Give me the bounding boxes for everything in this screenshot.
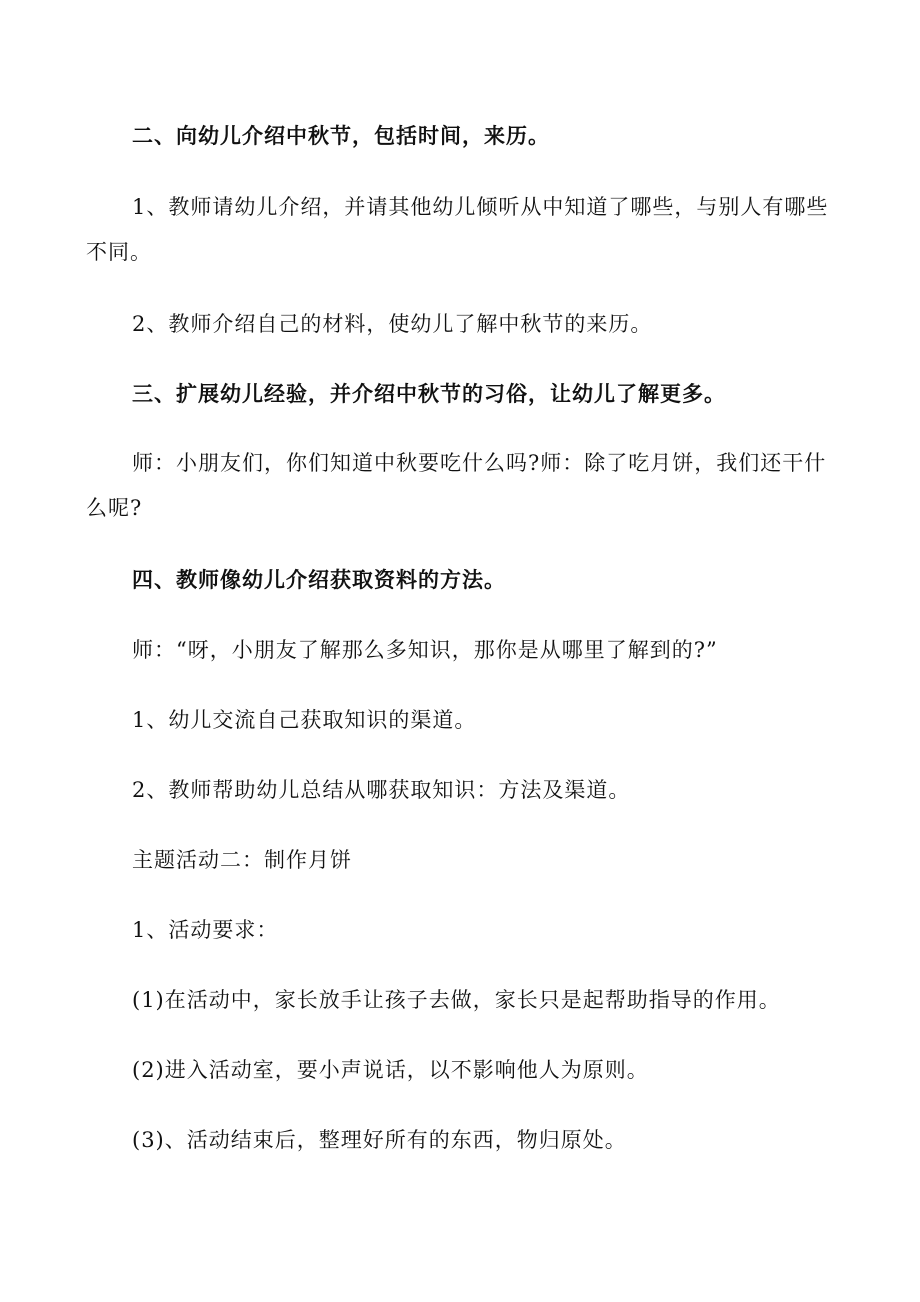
section-heading-4: 四、教师像幼儿介绍获取资料的方法。 — [132, 568, 506, 592]
paragraph-teacher-materials: 2、教师介绍自己的材料，使幼儿了解中秋节的来历。 — [132, 312, 653, 336]
section-heading-2: 二、向幼儿介绍中秋节，包括时间，来历。 — [132, 124, 550, 148]
paragraph-children-exchange: 1、幼儿交流自己获取知识的渠道。 — [132, 708, 477, 732]
paragraph-teacher-summary: 2、教师帮助幼儿总结从哪获取知识：方法及渠道。 — [132, 778, 631, 802]
paragraph-teacher-question: 师：小朋友们，你们知道中秋要吃什么吗?师：除了吃月饼，我们还干什么呢? — [86, 451, 827, 520]
paragraph-theme-activity-2: 主题活动二：制作月饼 — [132, 848, 352, 872]
paragraph-teacher-invites: 1、教师请幼儿介绍，并请其他幼儿倾听从中知道了哪些，与别人有哪些不同。 — [86, 195, 829, 264]
paragraph-activity-requirements: 1、活动要求： — [132, 918, 279, 942]
section-heading-3: 三、扩展幼儿经验，并介绍中秋节的习俗，让幼儿了解更多。 — [132, 382, 726, 406]
paragraph-requirement-3: (3)、活动结束后，整理好所有的东西，物归原处。 — [132, 1128, 627, 1152]
paragraph-requirement-1: (1)在活动中，家长放手让孩子去做，家长只是起帮助指导的作用。 — [132, 988, 781, 1012]
paragraph-requirement-2: (2)进入活动室，要小声说话，以不影响他人为原则。 — [132, 1058, 649, 1082]
paragraph-teacher-quote: 师：“呀，小朋友了解那么多知识，那你是从哪里了解到的?” — [132, 638, 718, 662]
